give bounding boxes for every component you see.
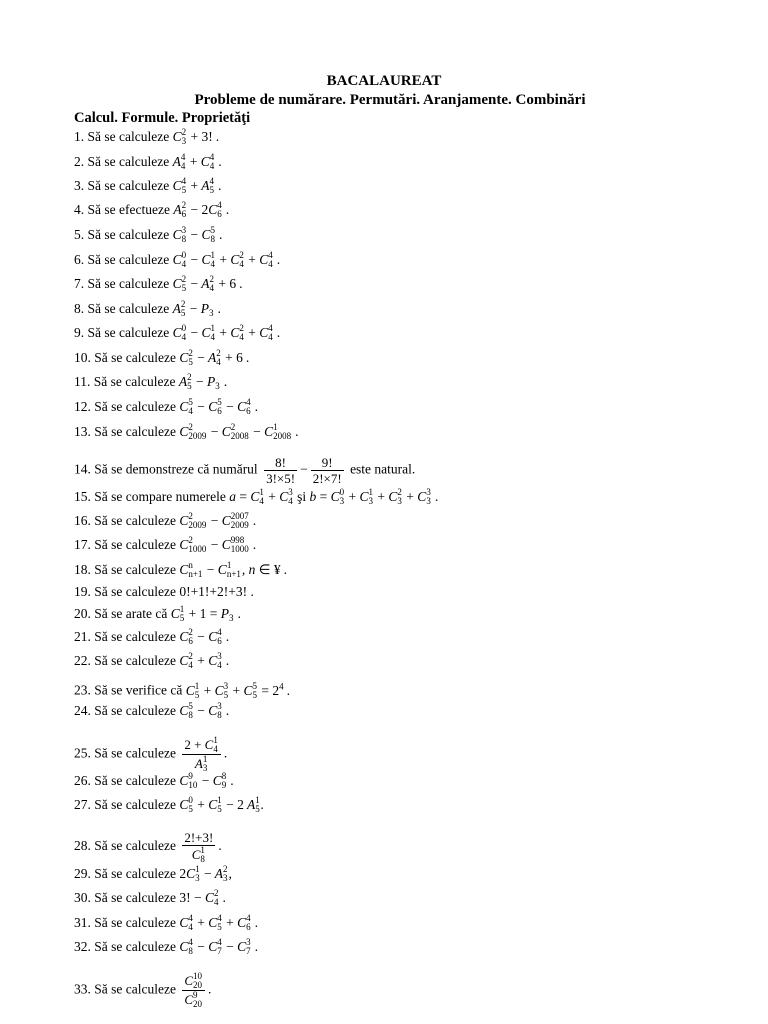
problem-item: 21. Să se calculeze C 2 6 − C 4 6 . [74,627,230,646]
math-expression: C 4 8 − C 4 7 − C 3 7 . [179,937,259,956]
math-expression: C n n+1 − C 1 n+1 , n ∈ ¥ . [179,560,288,579]
problem-item: 1. Să se calculeze C 2 3 + 3! . [74,127,220,146]
problem-item: 7. Să se calculeze C 2 5 − A 2 4 + 6 . [74,274,243,293]
math-expression: C 9 10 − C 8 9 . [179,771,234,790]
problem-item: 5. Să se calculeze C 3 8 − C 5 8 . [74,225,223,244]
math-expression: C 2 4 + C 3 4 . [179,651,230,670]
problem-item: 28. Să se calculeze 2!+3! C 1 8 . [74,830,222,864]
math-expression: C 5 4 − C 5 6 − C 4 6 . [179,397,259,416]
math-expression: A 2 5 − P 3 . [172,299,222,318]
document-title: BACALAUREAT [326,73,442,89]
problem-item: 29. Să se calculeze 2C 1 3 − A 2 3 , [74,864,232,883]
math-expression: C 1 5 + C 3 5 + C 5 5 = $2^4$ . [185,680,291,700]
fraction: 2 + C 1 4 A 1 3 [182,736,221,773]
problem-item: 9. Să se calculeze C 0 4 − C 1 4 + C 2 4 + C 4 4 . [74,323,281,342]
problem-item: 3. Să se calculeze C 4 5 + A 4 5 . [74,176,222,195]
problem-item: 19. Să se calculeze 0!+1!+2!+3! . [74,584,254,599]
problem-item: 18. Să se calculeze C n n+1 − C 1 n+1 , n ∈ ¥ . [74,560,288,579]
math-expression: C 2 2009 − C 2007 2009 . [179,511,257,530]
problem-item: 13. Să se calculeze C 2 2009 − C 2 2008 − C 1 2008 . [74,422,299,441]
problem-item: 31. Să se calculeze C 4 4 + C 4 5 + C 4 6 . [74,913,259,932]
math-expression: C 2 5 − A 2 4 + 6 . [172,274,243,293]
problem-item: 20. Să se arate că C 1 5 + 1 = P 3 . [74,604,242,623]
problem-item: 2. Să se calculeze A 4 4 + C 4 4 . [74,152,222,171]
fraction: $\frac{8!}{3!\times 5!}$ [266,455,296,486]
section-heading: Calcul. Formule. Proprietăţi [74,110,251,126]
math-expression: C 0 4 − C 1 4 + C 2 4 + C 4 4 . [172,323,281,342]
problem-item: 14. Să se demonstreze că numărul $\frac{8!}{3!\times 5!}$ − $\frac{9!}{2!\times 7!}$ este natural. [74,455,416,486]
math-expression: 2C 1 3 − A 2 3 , [179,864,232,883]
math-expression: C 2 1000 − C 998 1000 . [179,535,257,554]
problem-item: 24. Să se calculeze C 5 8 − C 3 8 . [74,701,230,720]
math-expression: C 5 8 − C 3 8 . [179,701,230,720]
problem-item: 6. Să se calculeze C 0 4 − C 1 4 + C 2 4 + C 4 4 . [74,250,281,269]
document-subtitle: Probleme de numărare. Permutări. Aranjamente. Combinări [194,92,586,108]
math-expression: C 2 6 − C 4 6 . [179,627,230,646]
math-expression: C 2 2009 − C 2 2008 − C 1 2008 . [179,422,299,441]
math-expression: b = C 0 3 + C 1 3 + C 2 3 + C 3 3 . [309,487,439,506]
math-expression: A 4 4 + C 4 4 . [172,152,222,171]
problem-item: 33. Să se calculeze C 10 20 C 9 20 . [74,971,212,1009]
math-expression: C 2 3 + 3! . [172,127,220,146]
problem-item: 12. Să se calculeze C 5 4 − C 5 6 − C 4 6 . [74,397,259,416]
problem-item: 23. Să se verifice că C 1 5 + C 3 5 + C 5 5 = $2^4$ . [74,680,291,700]
problem-item: 25. Să se calculeze 2 + C 1 4 A 1 3 . [74,735,228,773]
problem-item: 8. Să se calculeze A 2 5 − P 3 . [74,299,222,318]
math-expression: C 1 5 + 1 = P 3 . [170,604,242,623]
math-expression: C 2 5 − A 2 4 + 6 . [179,348,250,367]
math-expression: A 2 6 − 2C 4 6 . [173,200,230,219]
math-expression: C 0 4 − C 1 4 + C 2 4 + C 4 4 . [172,250,281,269]
math-expression: C 3 8 − C 5 8 . [172,225,223,244]
problem-item: 10. Să se calculeze C 2 5 − A 2 4 + 6 . [74,348,250,367]
math-expression: A 2 5 − P 3 . [178,372,228,391]
math-expression: C 4 4 + C 4 5 + C 4 6 . [179,913,259,932]
problem-item: 27. Să se calculeze C 0 5 + C 1 5 − 2 A 1 5 . [74,795,265,814]
fraction: C 10 20 C 9 20 [182,972,205,1009]
problem-item: 4. Să se efectueze A 2 6 − 2C 4 6 . [74,200,230,219]
math-expression: C 0 5 + C 1 5 − 2 A 1 5 . [179,795,265,814]
problem-item: 26. Să se calculeze C 9 10 − C 8 9 . [74,771,234,790]
fraction: 2!+3! C 1 8 [184,830,214,864]
math-expression: 0!+1!+2!+3! . [179,584,254,599]
math-expression: 3! − C 2 4 . [179,888,227,907]
problem-item: 22. Să se calculeze C 2 4 + C 3 4 . [74,651,230,670]
problem-item: 16. Să se calculeze C 2 2009 − C 2007 2009 . [74,511,257,530]
fraction: $\frac{9!}{2!\times 7!}$ [312,455,342,486]
math-expression: C 4 5 + A 4 5 . [172,176,222,195]
problem-item: 30. Să se calculeze 3! − C 2 4 . [74,888,227,907]
problem-item: 11. Să se calculeze A 2 5 − P 3 . [74,372,228,391]
problem-item: 17. Să se calculeze C 2 1000 − C 998 1000 . [74,535,257,554]
math-expression: a = C 1 4 + C 3 4 [229,487,293,506]
problem-item: 15. Să se compare numerele a = C 1 4 + C 3 4 şi b = C 0 3 + C 1 3 + C 2 3 + C 3 3 . [74,487,439,506]
problem-item: 32. Să se calculeze C 4 8 − C 4 7 − C 3 7 . [74,937,259,956]
